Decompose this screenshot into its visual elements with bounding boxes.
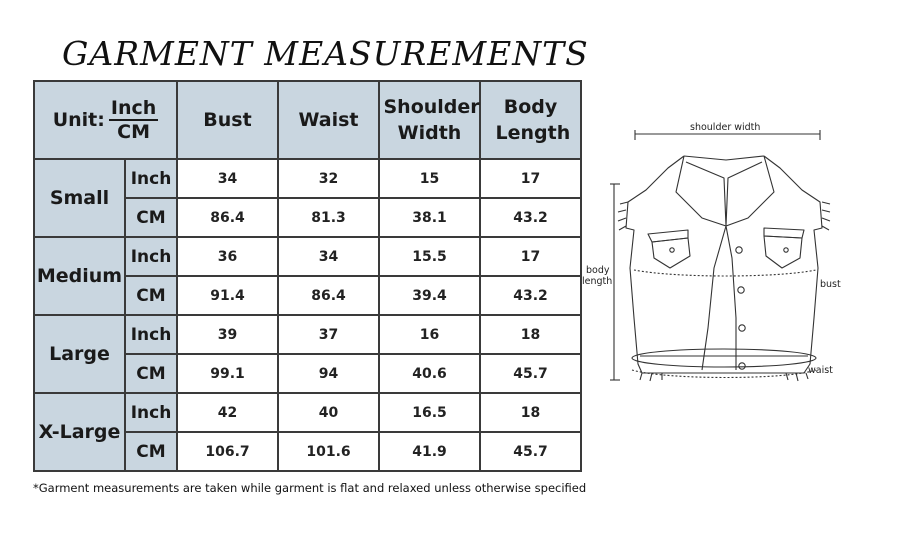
table-cell: 42 <box>177 393 278 432</box>
row-unit-label: CM <box>125 198 177 237</box>
size-label: X-Large <box>34 393 125 471</box>
table-row <box>34 315 581 354</box>
table-cell: 39.4 <box>379 276 480 315</box>
button-icon <box>736 247 742 253</box>
table-cell: 34 <box>278 237 379 276</box>
shoulder-width-label: shoulder width <box>690 122 761 133</box>
table-cell: 43.2 <box>480 276 581 315</box>
table-cell: 18 <box>480 315 581 354</box>
table-cell: 38.1 <box>379 198 480 237</box>
header-body-length: Body Length <box>480 81 581 159</box>
table-cell: 94 <box>278 354 379 393</box>
row-unit-label: CM <box>125 432 177 471</box>
button-icon <box>739 363 745 369</box>
size-chart-table <box>33 80 582 472</box>
waist-label: waist <box>808 365 833 376</box>
table-cell: 17 <box>480 237 581 276</box>
header-bust: Bust <box>177 81 278 159</box>
table-cell: 91.4 <box>177 276 278 315</box>
table-cell: 34 <box>177 159 278 198</box>
size-label: Large <box>34 315 125 393</box>
table-cell: 106.7 <box>177 432 278 471</box>
unit-inch-label: Inch <box>110 97 157 119</box>
unit-cm-label: CM <box>117 121 150 143</box>
row-unit-label: Inch <box>125 237 177 276</box>
unit-header-cell <box>34 81 177 159</box>
table-cell: 18 <box>480 393 581 432</box>
body-length-label-2: length <box>582 276 613 287</box>
table-cell: 81.3 <box>278 198 379 237</box>
table-cell: 39 <box>177 315 278 354</box>
vest-outline <box>618 156 830 381</box>
size-label: Medium <box>34 237 125 315</box>
table-cell: 15 <box>379 159 480 198</box>
table-cell: 36 <box>177 237 278 276</box>
table-cell: 40.6 <box>379 354 480 393</box>
table-cell: 41.9 <box>379 432 480 471</box>
table-cell: 40 <box>278 393 379 432</box>
header-waist: Waist <box>278 81 379 159</box>
unit-label: Unit: <box>52 109 105 131</box>
table-cell: 17 <box>480 159 581 198</box>
footnote: *Garment measurements are taken while garment is flat and relaxed unless otherwise specified <box>33 481 587 495</box>
table-cell: 99.1 <box>177 354 278 393</box>
row-unit-label: CM <box>125 276 177 315</box>
button-icon <box>670 248 674 252</box>
table-cell: 15.5 <box>379 237 480 276</box>
table-cell: 32 <box>278 159 379 198</box>
body-length-label-1: body <box>586 265 610 276</box>
table-cell: 37 <box>278 315 379 354</box>
table-row <box>34 237 581 276</box>
size-label: Small <box>34 159 125 237</box>
row-unit-label: CM <box>125 354 177 393</box>
table-cell: 86.4 <box>177 198 278 237</box>
table-cell: 101.6 <box>278 432 379 471</box>
table-cell: 16 <box>379 315 480 354</box>
button-icon <box>738 287 744 293</box>
page-title: GARMENT MEASUREMENTS <box>62 34 589 73</box>
row-unit-label: Inch <box>125 315 177 354</box>
row-unit-label: Inch <box>125 159 177 198</box>
table-cell: 45.7 <box>480 354 581 393</box>
table-cell: 16.5 <box>379 393 480 432</box>
button-icon <box>739 325 745 331</box>
table-header-row <box>34 81 581 159</box>
row-unit-label: Inch <box>125 393 177 432</box>
table-row <box>34 159 581 198</box>
table-cell: 86.4 <box>278 276 379 315</box>
header-shoulder-width: Shoulder Width <box>379 81 480 159</box>
table-cell: 43.2 <box>480 198 581 237</box>
table-row <box>34 393 581 432</box>
table-cell: 45.7 <box>480 432 581 471</box>
button-icon <box>784 248 788 252</box>
vest-measurement-diagram <box>576 118 876 398</box>
bust-label: bust <box>820 279 841 290</box>
